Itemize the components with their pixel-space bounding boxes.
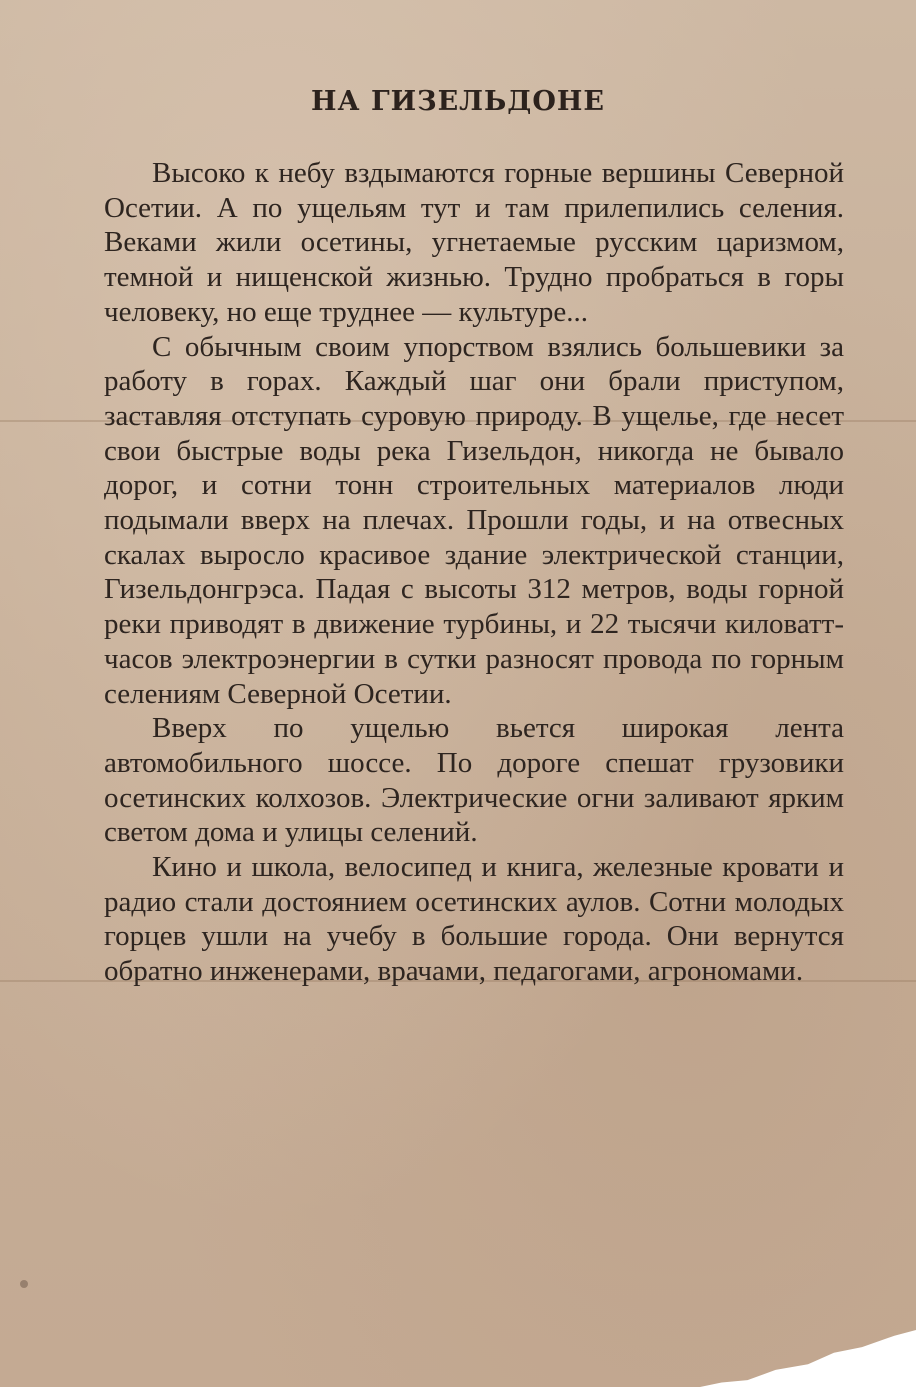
torn-corner <box>700 1330 916 1387</box>
article-paragraph: Кино и школа, велосипед и книга, железные кровати и радио стали достоянием осетинских аулов. Сотни молодых горцев ушли на учебу в большие города. Они вернутся обратно инженерами, врачами, педагогами, агрономами. <box>104 851 844 988</box>
paper-spot <box>20 1280 28 1288</box>
article-paragraph: С обычным своим упорством взялись большевики за работу в горах. Каждый шаг они брали приступом, заставляя отступать суровую природу. В ущелье, где несет свои быстрые воды река Гизельдон, никогда не бывало дорог, и сотни тонн строительных материалов люди подымали вверх на плечах. Прошли годы, и на отвесных скалах выросло красивое здание электрической станции, Гизельдонгрэса. Падая с высоты 312 метров, воды горной реки приводят в движение турбины, и 22 тысячи киловатт-часов электроэнергии в сутки разносят провода по горным селениям Северной Осетии. <box>104 330 844 710</box>
article-body <box>104 156 844 989</box>
article-paragraph: Вверх по ущелью вьется широкая лента автомобильного шоссе. По дороге спешат грузовики осетинских колхозов. Электрические огни заливают ярким светом дома и улицы селений. <box>104 712 844 849</box>
article-paragraph: Высоко к небу вздымаются горные вершины Северной Осетии. А по ущельям тут и там прилепились селения. Веками жили осетины, угнетаемые русским царизмом, темной и нищенской жизнью. Трудно пробраться в горы человеку, но еще труднее — культуре... <box>104 157 844 328</box>
article-title: НА ГИЗЕЛЬДОНЕ <box>311 86 605 117</box>
